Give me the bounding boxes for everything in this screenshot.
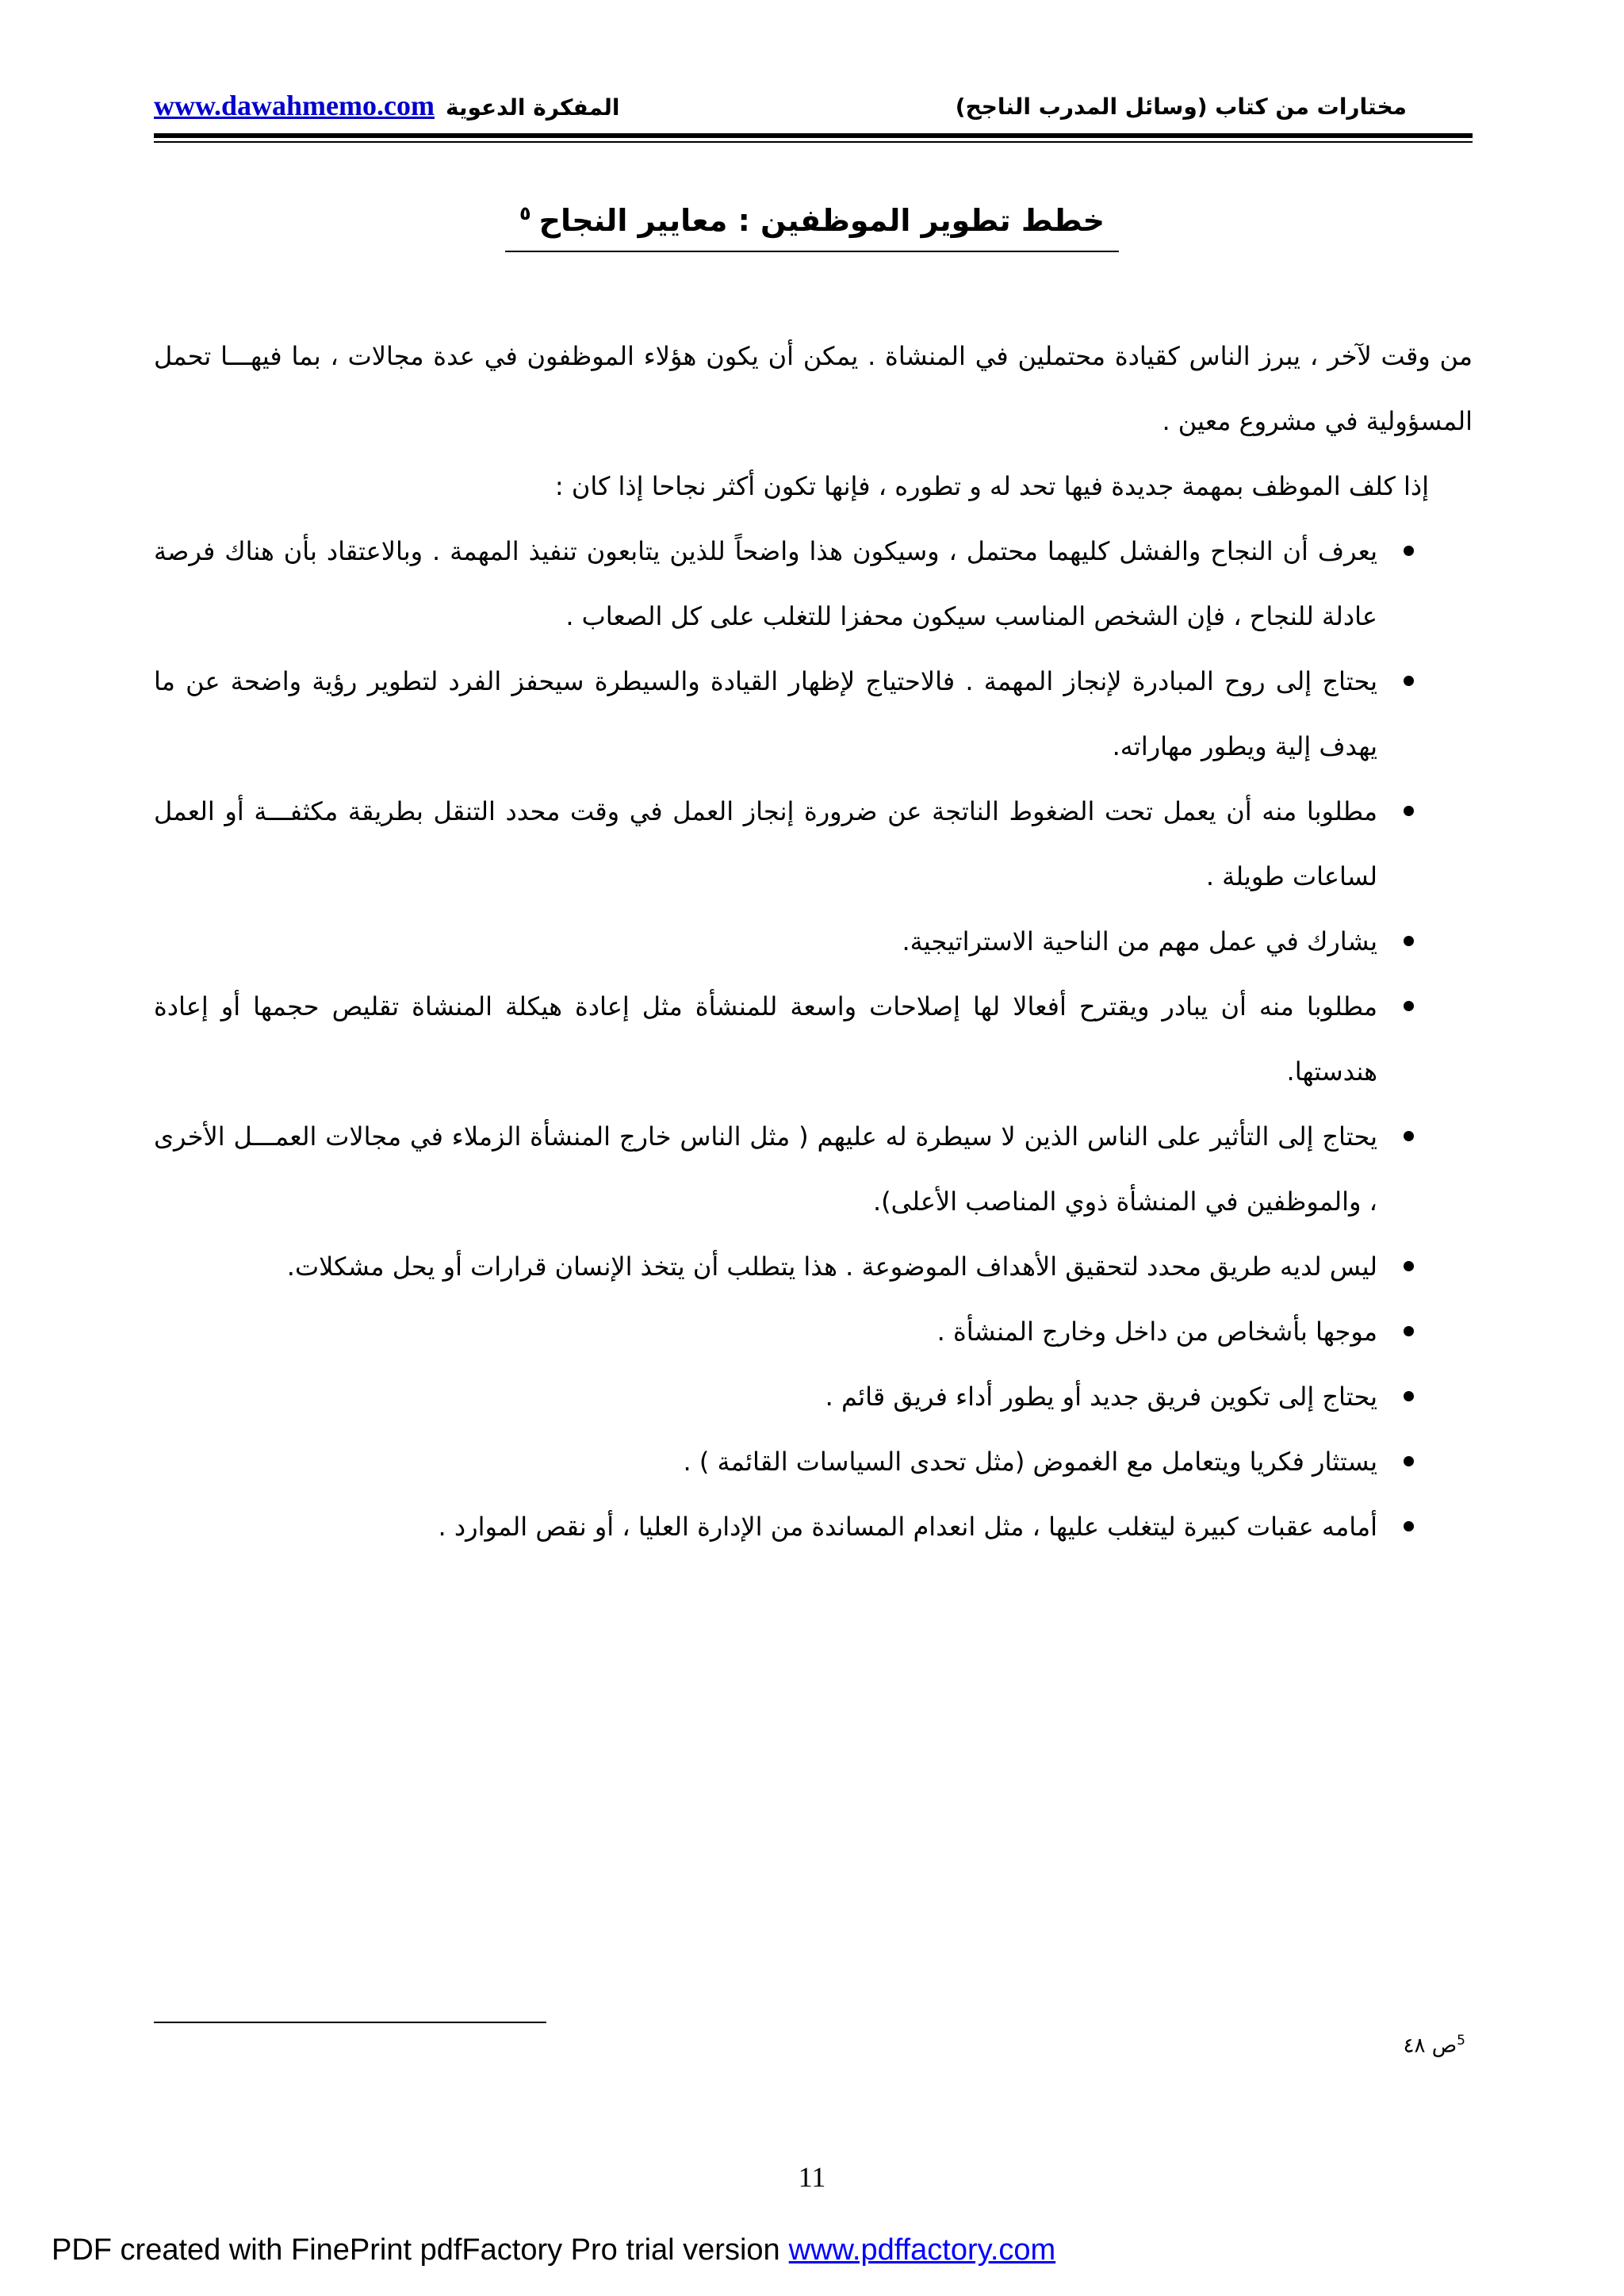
footnote-text: ص ٤٨ — [1403, 2033, 1457, 2058]
header-rule — [154, 133, 1473, 138]
list-item-text: ليس لديه طريق محدد لتحقيق الأهداف الموضوعة . هذا يتطلب أن يتخذ الإنسان قرارات أو يحل مشكلات. — [286, 1251, 1377, 1282]
list-item — [154, 1104, 1473, 1234]
footnote-marker: 5 — [1457, 2033, 1465, 2049]
bullet-icon — [1404, 1261, 1414, 1271]
list-item — [154, 974, 1473, 1104]
list-item-text: يحتاج إلى تكوين فريق جديد أو يطور أداء فريق قائم . — [825, 1382, 1377, 1412]
bullet-icon — [1404, 676, 1414, 686]
title-container — [0, 198, 1624, 252]
bullet-icon — [1404, 1001, 1414, 1011]
bullet-icon — [1404, 806, 1414, 816]
body-text — [154, 324, 1473, 1559]
list-item-text: مطلوبا منه أن يعمل تحت الضغوط الناتجة عن ضرورة إنجاز العمل في وقت محدد التنقل بطريقة مكثفـــة أو العمل لساعات طويلة . — [154, 796, 1377, 891]
list-item — [154, 909, 1473, 974]
list-item — [154, 1429, 1473, 1494]
footer-link[interactable]: www.pdffactory.com — [788, 2233, 1056, 2267]
list-item-text: مطلوبا منه أن يبادر ويقترح أفعالا لها إصلاحات واسعة للمنشأة مثل إعادة هيكلة المنشاة تقليص حجمها أو إعادة هندستها. — [154, 991, 1377, 1087]
list-item-text: يعرف أن النجاح والفشل كليهما محتمل ، وسيكون هذا واضحاً للذين يتابعون تنفيذ المهمة . وبالاعتقاد بأن هناك فرصة عادلة للنجاح ، فإن الشخص المناسب سيكون محفزا للتغلب على كل الصعاب . — [154, 536, 1377, 631]
bullet-icon — [1404, 1391, 1414, 1401]
pdf-footer — [52, 2233, 1055, 2267]
lead-in: إذا كلف الموظف بمهمة جديدة فيها تحد له و تطوره ، فإنها تكون أكثر نجاحا إذا كان : — [554, 471, 1429, 501]
site-name: المفكرة الدعوية — [445, 94, 620, 121]
bullet-icon — [1404, 936, 1414, 946]
bullet-icon — [1404, 1326, 1414, 1336]
page-title — [505, 198, 1119, 252]
list-item — [154, 519, 1473, 649]
title-footnote-ref: ٥ — [519, 202, 531, 225]
list-item — [154, 1364, 1473, 1429]
footnote — [1404, 2033, 1465, 2058]
bullet-icon — [1404, 546, 1414, 556]
bullet-icon — [1404, 1131, 1414, 1141]
page-number: 11 — [798, 2161, 826, 2193]
bullet-icon — [1404, 1521, 1414, 1531]
header-left — [154, 89, 619, 122]
list-item — [154, 779, 1473, 909]
intro-paragraph: من وقت لآخر ، يبرز الناس كقيادة محتملين في المنشاة . يمكن أن يكون هؤلاء الموظفون في عدة مجالات ، بما فيهـــا تحمل المسؤولية في مشروع معين . — [154, 341, 1473, 436]
footnote-separator — [154, 2022, 546, 2023]
list-item — [154, 649, 1473, 779]
list-item — [154, 1234, 1473, 1299]
list-item-text: أمامه عقبات كبيرة ليتغلب عليها ، مثل انعدام المساندة من الإدارة العليا ، أو نقص الموارد . — [438, 1512, 1377, 1542]
footer-text: PDF created with FinePrint pdfFactory Pro trial version — [52, 2233, 780, 2267]
list-item-text: يحتاج إلى التأثير على الناس الذين لا سيطرة له عليهم ( مثل الناس خارج المنشأة الزملاء في مجالات العمـــل الأخرى ، والموظفين في المنشأة ذوي المناصب الأعلى). — [154, 1121, 1377, 1217]
list-item-text: موجها بأشخاص من داخل وخارج المنشأة . — [936, 1317, 1377, 1347]
list-item-text: يستثار فكريا ويتعامل مع الغموض (مثل تحدى السياسات القائمة ) . — [683, 1447, 1377, 1477]
header-rule-thin — [154, 141, 1473, 143]
list-item-text: يشارك في عمل مهم من الناحية الاستراتيجية. — [902, 926, 1377, 956]
site-link[interactable]: www.dawahmemo.com — [154, 90, 435, 121]
list-item-text: يحتاج إلى روح المبادرة لإنجاز المهمة . فالاحتياج لإظهار القيادة والسيطرة سيحفز الفرد لتطوير رؤية واضحة عن ما يهدف إلية ويطور مهاراته. — [154, 666, 1377, 761]
list-item — [154, 1494, 1473, 1559]
list-item — [154, 1299, 1473, 1364]
criteria-list — [154, 519, 1473, 1559]
book-title: مختارات من كتاب (وسائل المدرب الناجح) — [955, 94, 1407, 120]
title-text: خطط تطوير الموظفين : معايير النجاح — [538, 203, 1105, 238]
bullet-icon — [1404, 1456, 1414, 1466]
